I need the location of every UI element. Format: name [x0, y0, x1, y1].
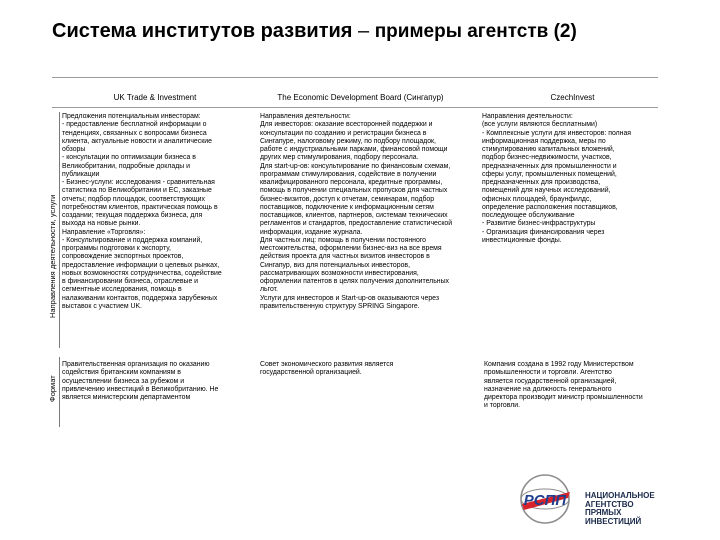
row-label-format: Формат	[48, 375, 57, 402]
cell-line: - предоставление бесплатной информации о	[62, 121, 207, 129]
cell-line: Совет экономического развития является	[260, 361, 394, 368]
cell-line: стимулированию капитальных вложений,	[482, 146, 615, 153]
cell-line: Предложения потенциальным инвесторам:	[62, 113, 201, 120]
cell-line: определение расположения поставщиков,	[482, 203, 618, 211]
cell-line: - Бизнес-услуги: исследования - сравнительная	[62, 179, 215, 186]
cell-line: назначение на должность генерального	[484, 385, 612, 393]
cell-line: Для start-up-ов: консультирование по финансовым схемам,	[260, 162, 451, 170]
cell-line: является государственной организацией,	[484, 377, 617, 385]
cell-line: клиента, актуальные новости и аналитические	[62, 137, 212, 145]
cell-line: местожительства, оформлении бизнес-виз на все время	[260, 245, 442, 252]
cell-line: сферы услуг, промышленных помещений,	[482, 170, 617, 178]
cell-line: директора производит министр промышленности	[484, 394, 643, 401]
cell-line: и торговли.	[484, 402, 520, 410]
cell-line: новых возможностях сотрудничества, содействие	[62, 269, 222, 277]
cell-line: промышленности и торговли. Агентство	[484, 369, 612, 377]
rspp-logo-icon	[510, 472, 580, 526]
cell-line: поставщиков, подключение к информационным сетям	[260, 203, 434, 211]
cell-format-uk	[62, 361, 257, 411]
cell-line: - консультации по оптимизации бизнеса в	[62, 154, 196, 162]
title-separator: –	[358, 20, 370, 42]
cell-line: содействия британским компаниям в	[62, 369, 181, 377]
cell-line: Сингапуре, налоговому режиму, по подбору площадок,	[260, 137, 436, 145]
column-header-czech: CzechInvest	[550, 93, 595, 102]
agency-name-line: ПРЯМЫХ	[585, 508, 622, 517]
cell-line: - Комплексные услуги для инвесторов: полная	[482, 129, 632, 137]
agency-name-line: ИНВЕСТИЦИЙ	[585, 516, 642, 526]
cell-line: налаживании контактов, поддержка зарубежных	[62, 294, 218, 302]
cell-line: информации, издание журнала.	[260, 228, 363, 236]
title-subtitle: примеры агентств (2)	[374, 21, 577, 42]
column-header-singapore: The Economic Development Board (Сингапур)	[277, 93, 444, 102]
cell-line: создании; текущая поддержка бизнеса, для	[62, 212, 203, 219]
cell-line: Правительственная организация по оказанию	[62, 361, 210, 368]
cell-line: других мер стимулирования, подбору персонала.	[260, 154, 419, 162]
cell-line: предназначенных для промышленности и	[482, 162, 617, 170]
cell-line: осуществлении бизнеса за рубежом и	[62, 377, 185, 385]
cell-line: тенденциях, связанных с вопросами бизнеса	[62, 129, 207, 137]
cell-line: Для инвесторов: оказание всесторонней поддержки и	[260, 121, 433, 129]
cell-line: потребностям клиентов, практическая помощь в	[62, 203, 218, 211]
cell-services-singapore	[260, 113, 478, 349]
cell-line: действия проекта для частных визитов инвесторов в	[260, 253, 430, 261]
cell-line: помещений для научных исследований,	[482, 187, 611, 195]
cell-line: подбор бизнес-недвижимости, участков,	[482, 154, 612, 162]
row-divider-services	[59, 112, 60, 348]
cell-services-czech	[482, 113, 672, 349]
cell-line: последующее обслуживание	[482, 212, 575, 219]
row-divider-format	[59, 357, 60, 427]
cell-line: информационная поддержка, меры по	[482, 137, 606, 145]
cell-line: предоставление информации о целевых рынках,	[62, 261, 220, 269]
cell-line: инвестиционные фонды.	[482, 236, 562, 244]
logo-mark-text: РСПП	[523, 492, 567, 509]
cell-line: оформлении патентов в целях получения дополнительных	[260, 278, 449, 285]
cell-line: отчеты; подбор площадок, соответствующих	[62, 195, 205, 203]
cell-line: в финансировании бизнеса, отраслевые и	[62, 278, 199, 285]
title-rule	[52, 77, 658, 78]
cell-line: Услуги для инвесторов и Start-up-ов оказываются через	[260, 294, 439, 302]
cell-line: Направления деятельности:	[260, 113, 351, 120]
title-main: Система институтов развития	[52, 20, 353, 42]
agency-name	[585, 492, 655, 526]
cell-line: бизнес-визитов, доступ к отчетам, семинарам, подбор	[260, 195, 435, 203]
cell-line: - Консультирование и поддержка компаний,	[62, 236, 203, 244]
cell-line: правительственную структуру SPRING Singapore.	[260, 302, 420, 310]
cell-line: помощь в получении специальных пропусков для частных	[260, 187, 448, 195]
cell-line: предназначенных для производства,	[482, 179, 601, 186]
cell-line: Направления деятельности:	[482, 113, 573, 120]
cell-line: работе с индустриальными парками, финансовой помощи	[260, 146, 448, 153]
cell-line: поставщиков, клиентов, партнеров, системам технических	[260, 212, 448, 219]
cell-line: Для частных лиц: помощь в получении постоянного	[260, 236, 427, 244]
cell-line: выставок с участием UK.	[62, 302, 142, 310]
cell-line: Сингапур, виз для потенциальных инвесторов,	[260, 261, 411, 269]
cell-line: рассматривающих возможности инвестирования,	[260, 269, 419, 277]
cell-line: является министерским департаментом	[62, 394, 191, 401]
cell-line: Направление «Торговля»:	[62, 228, 146, 236]
cell-line: программам стимулирования, содействие в получении	[260, 170, 437, 178]
agency-name-line: НАЦИОНАЛЬНОЕ	[585, 491, 655, 500]
agency-name-line: АГЕНТСТВО	[585, 499, 634, 509]
page-title	[52, 20, 577, 43]
cell-line: обзоры	[62, 146, 86, 153]
column-header-uk: UK Trade & Investment	[113, 93, 197, 102]
cell-line: сегментные исследования, помощь в	[62, 286, 182, 294]
cell-line: Великобритании, подробные доклады и	[62, 162, 190, 170]
cell-line: программы подготовки к экспорту,	[62, 245, 171, 252]
cell-line: офисных площадей, браунфилдс,	[482, 195, 592, 203]
cell-line: (все услуги являются бесплатными)	[482, 121, 598, 129]
cell-line: выхода на новые рынки.	[62, 220, 141, 228]
cell-line: регламентов и стандартов, предоставление статистической	[260, 220, 453, 228]
cell-format-singapore	[260, 361, 478, 381]
cell-line: Компания создана в 1992 году Министерством	[484, 361, 634, 368]
cell-format-czech	[484, 361, 674, 416]
cell-line: статистика по Великобритании и ЕС, заказные	[62, 187, 212, 195]
cell-line: консультации по созданию и регистрации бизнеса в	[260, 129, 427, 137]
cell-line: привлечению инвестиций в Великобританию. Не	[62, 385, 219, 393]
cell-line: государственной организацией.	[260, 369, 362, 377]
cell-line: публикации	[62, 170, 100, 178]
row-label-services: Направления деятельности, услуги	[48, 194, 57, 318]
cell-services-uk	[62, 113, 257, 349]
header-rule	[52, 107, 658, 108]
cell-line: - Развитие бизнес-инфраструктуры	[482, 220, 596, 228]
cell-line: льгот.	[260, 286, 278, 294]
cell-line: сопровождение экспортных проектов,	[62, 253, 184, 261]
cell-line: квалифицированного персонала, кредитные программы,	[260, 179, 443, 186]
cell-line: - Организация финансирования через	[482, 228, 605, 236]
